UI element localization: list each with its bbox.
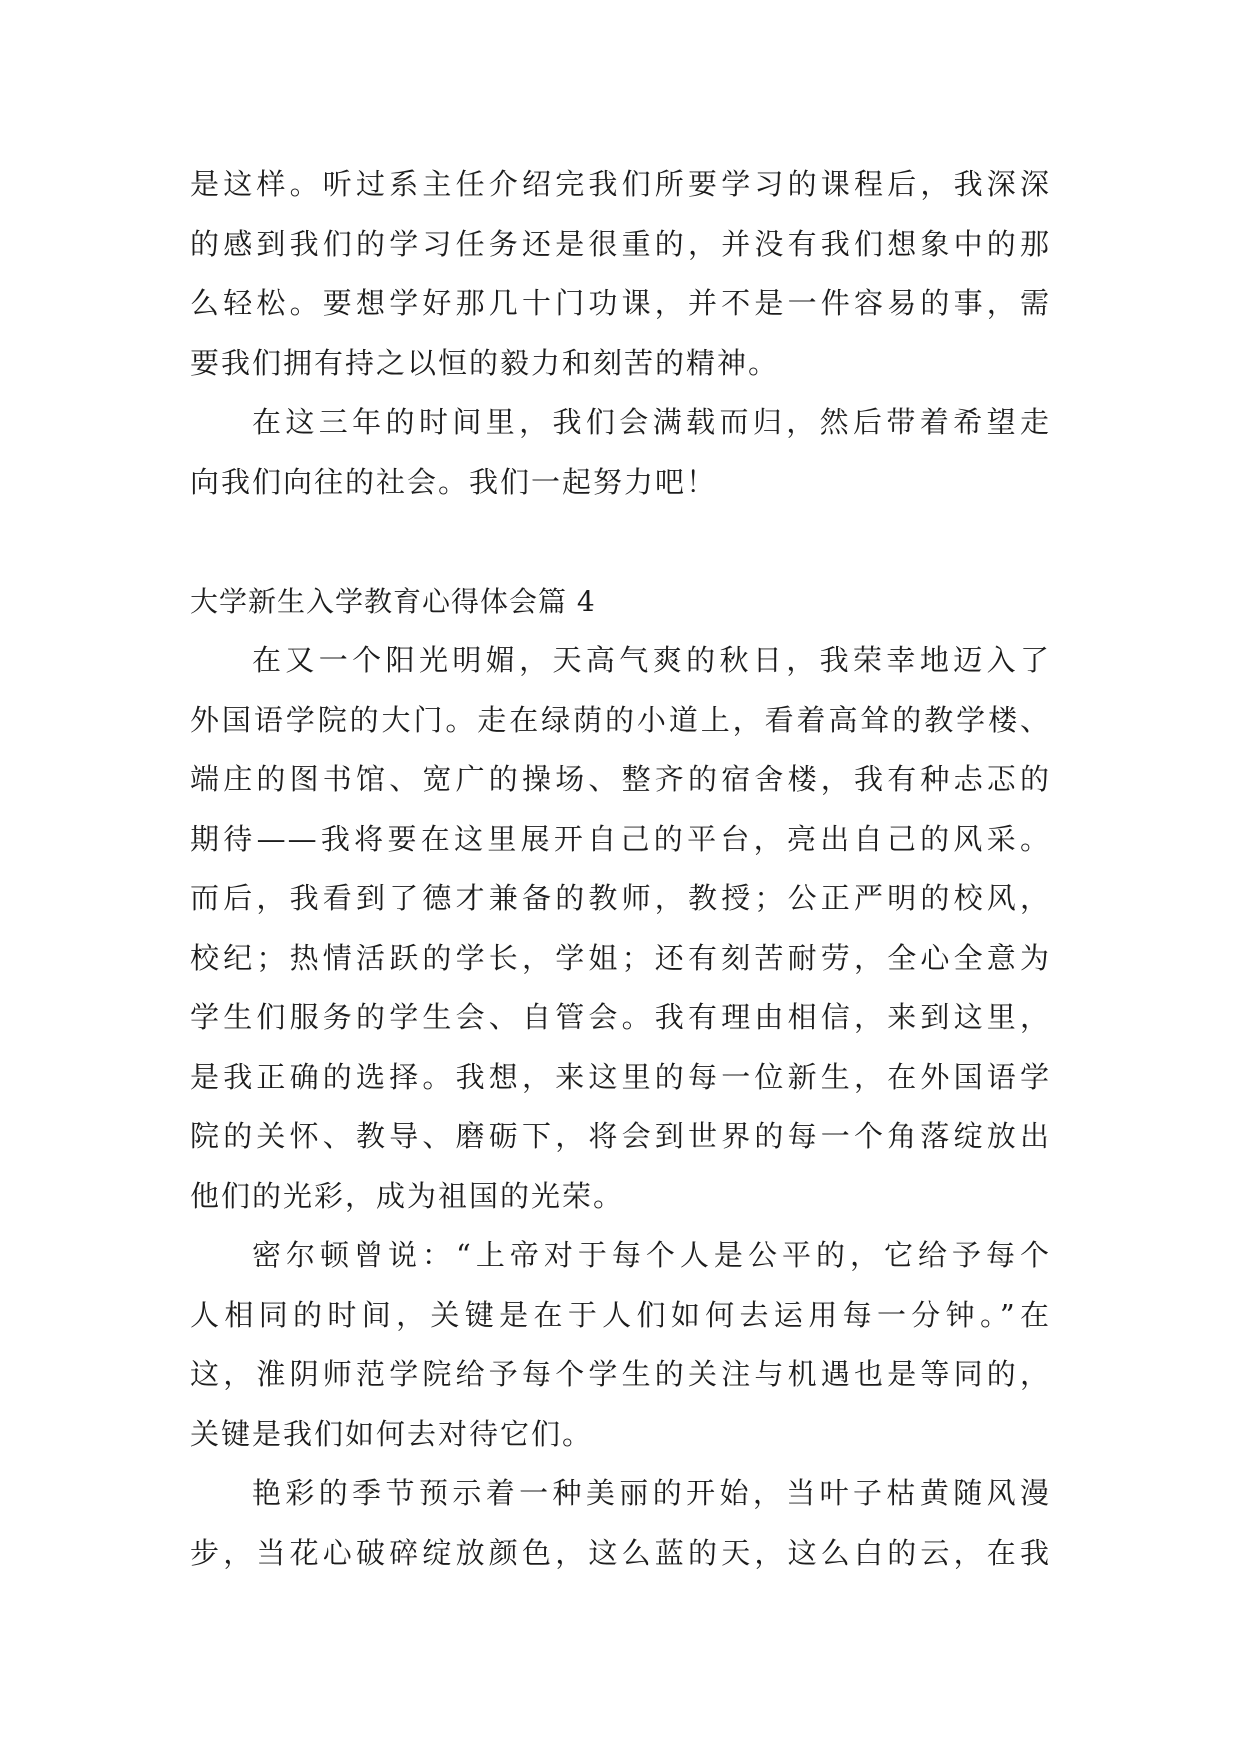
text-line: 这，淮阴师范学院给予每个学生的关注与机遇也是等同的，: [190, 1357, 1051, 1391]
text-line: 密尔顿曾说：“上帝对于每个人是公平的，它给予每个: [252, 1238, 1051, 1272]
text-line: 是我正确的选择。我想，来这里的每一位新生，在外国语学: [190, 1059, 1051, 1094]
text-line: 外国语学院的大门。走在绿荫的小道上，看着高耸的教学楼、: [190, 702, 1051, 737]
text-line: 步，当花心破碎绽放颜色，这么蓝的天，这么白的云，在我: [190, 1535, 1051, 1570]
text-line: 人相同的时间，关键是在于人们如何去运用每一分钟。”在: [190, 1297, 1051, 1332]
paragraph: [190, 1464, 1051, 1583]
text-line: 么轻松。要想学好那几十门功课，并不是一件容易的事，需: [190, 286, 1051, 320]
paragraph: [190, 393, 1051, 512]
text-line: 在又一个阳光明媚，天高气爽的秋日，我荣幸地迈入了: [252, 643, 1051, 677]
blank-line: [190, 512, 1051, 572]
paragraph: [190, 155, 1051, 393]
text-line: 他们的光彩，成为祖国的光荣。: [190, 1178, 625, 1213]
document-body: [190, 155, 1051, 1583]
text-line: 关键是我们如何去对待它们。: [190, 1416, 594, 1451]
text-line: 要我们拥有持之以恒的毅力和刻苦的精神。: [190, 345, 780, 380]
text-line: 端庄的图书馆、宽广的操场、整齐的宿舍楼，我有种忐忑的: [190, 762, 1051, 796]
text-line: 而后，我看到了德才兼备的教师，教授；公正严明的校风，: [190, 881, 1051, 915]
text-line: 是这样。听过系主任介绍完我们所要学习的课程后，我深深: [190, 167, 1051, 201]
text-line: 向我们向往的社会。我们一起努力吧！: [190, 464, 718, 499]
text-line: 期待——我将要在这里展开自己的平台，亮出自己的风采。: [190, 821, 1051, 856]
text-line: 艳彩的季节预示着一种美丽的开始，当叶子枯黄随风漫: [252, 1476, 1051, 1510]
text-line: 在这三年的时间里，我们会满载而归，然后带着希望走: [252, 405, 1051, 439]
paragraph: [190, 1226, 1051, 1464]
section-heading: 大学新生入学教育心得体会篇 4: [190, 584, 596, 618]
text-line: 的感到我们的学习任务还是很重的，并没有我们想象中的那: [190, 226, 1051, 261]
paragraph: [190, 631, 1051, 1226]
text-line: 院的关怀、教导、磨砺下，将会到世界的每一个角落绽放出: [190, 1119, 1051, 1153]
text-line: 校纪；热情活跃的学长，学姐；还有刻苦耐劳，全心全意为: [190, 940, 1051, 975]
text-line: 学生们服务的学生会、自管会。我有理由相信，来到这里，: [190, 1000, 1051, 1034]
